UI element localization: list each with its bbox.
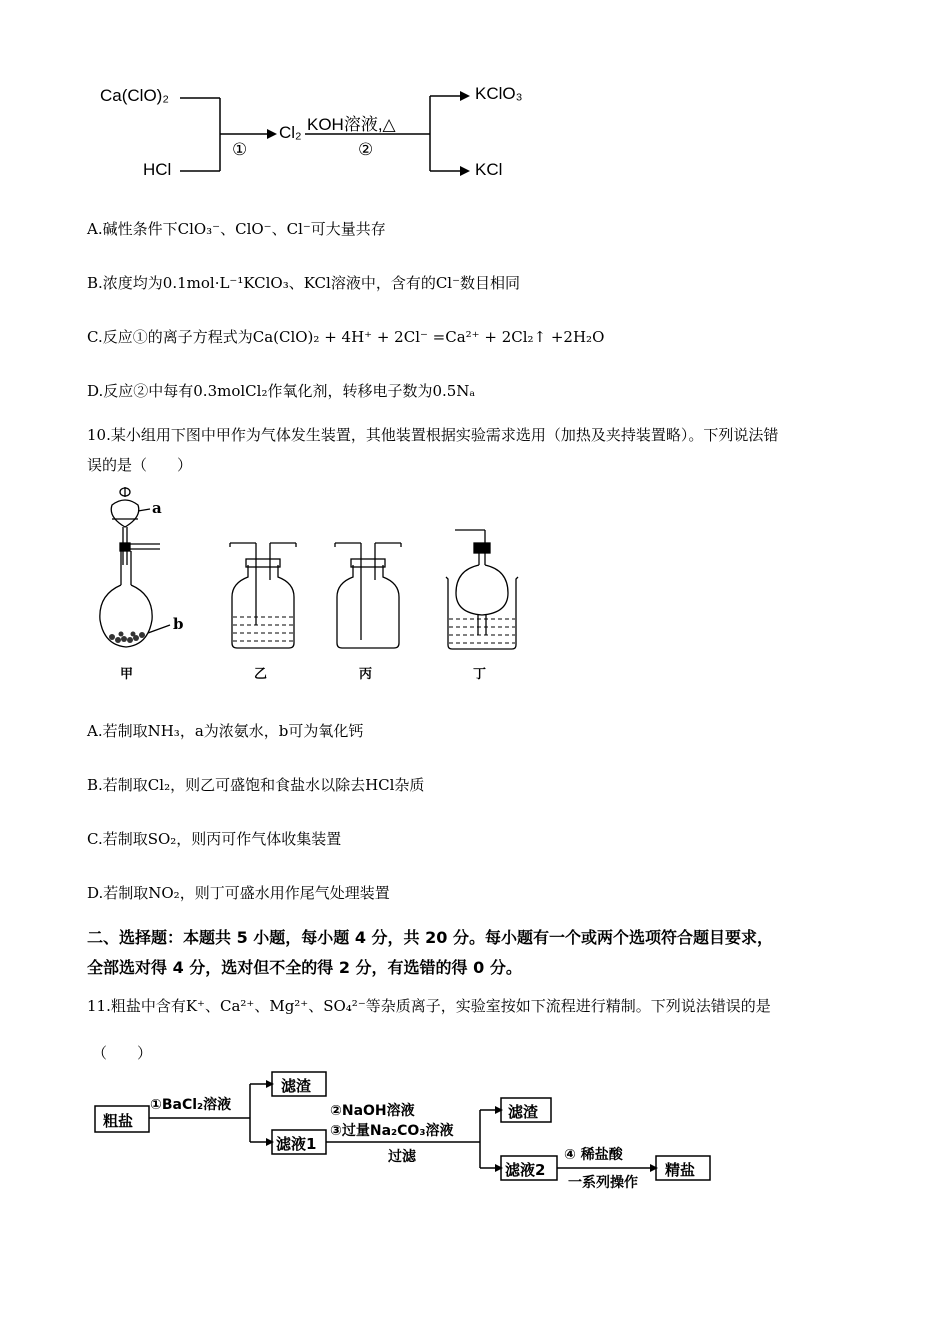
q9-option-d: D.反应②中每有0.3molCl₂作氧化剂，转移电子数为0.5Nₐ: [87, 382, 476, 400]
step4-hcl: ④ 稀盐酸: [564, 1147, 623, 1163]
q11-stem: 11.粗盐中含有K⁺、Ca²⁺、Mg²⁺、SO₄²⁻等杂质离子，实验室按如下流程进行精制。下列说法错误的是: [87, 997, 771, 1015]
q10-option-b: B.若制取Cl₂，则乙可盛饱和食盐水以除去HCl杂质: [87, 776, 425, 794]
section2-header: [87, 923, 887, 983]
q10-option-d: D.若制取NO₂，则丁可盛水用作尾气处理装置: [87, 884, 390, 902]
box-filtrate-2: 滤液2: [505, 1161, 546, 1179]
q10-option-c: C.若制取SO₂，则丙可作气体收集装置: [87, 830, 342, 848]
series-operations: 一系列操作: [568, 1175, 638, 1191]
box-residue-1: 滤渣: [281, 1077, 312, 1095]
purification-flowchart: [90, 1068, 715, 1193]
box-crude-salt: 粗盐: [103, 1112, 134, 1130]
label-a: a: [152, 499, 162, 517]
flask-solids: [109, 632, 145, 644]
ding-liquid: [449, 619, 515, 643]
section2-line1: 二、选择题：本题共 5 小题，每小题 4 分，共 20 分。每小题有一个或两个选项符合题目要求，: [87, 928, 773, 947]
label-b: b: [173, 615, 184, 633]
caption-yi: 乙: [254, 667, 268, 682]
step2-naoh: ②NaOH溶液: [330, 1103, 415, 1119]
step-2-marker: ②: [358, 140, 374, 159]
reactant-caclo2: Ca(ClO)₂: [100, 86, 169, 105]
apparatus-ding: [446, 530, 518, 649]
product-kclo3: KClO₃: [475, 84, 523, 103]
apparatus-yi: [230, 543, 296, 648]
q9-option-b: B.浓度均为0.1mol·L⁻¹KClO₃、KCl溶液中，含有的Cl⁻数目相同: [87, 274, 521, 292]
section2-line2: 全部选对得 4 分，选对但不全的得 2 分，有选错的得 0 分。: [87, 958, 522, 977]
step1-bacl2: ①BaCl₂溶液: [150, 1097, 232, 1113]
box-residue-2: 滤渣: [508, 1103, 539, 1121]
filter-label: 过滤: [388, 1149, 416, 1165]
q10-stem: [87, 420, 877, 480]
box-filtrate-1: 滤液1: [276, 1135, 317, 1153]
condition-koh: KOH溶液,△: [307, 115, 396, 134]
step3-na2co3: ③过量Na₂CO₃溶液: [330, 1123, 454, 1139]
caption-bing: 丙: [359, 667, 373, 682]
yi-liquid: [233, 617, 293, 641]
apparatus-figure: [90, 485, 530, 685]
box-refined-salt: 精盐: [665, 1161, 696, 1179]
q10-stem-line2: 误的是（ ）: [87, 456, 193, 474]
q9-option-a: A.碱性条件下ClO₃⁻、ClO⁻、Cl⁻可大量共存: [87, 220, 386, 238]
q9-option-c: C.反应①的离子方程式为Ca(ClO)₂ + 4H⁺ + 2Cl⁻ =Ca²⁺ + 2Cl₂↑ +2H₂O: [87, 328, 605, 346]
caption-jia: 甲: [120, 667, 134, 682]
reactant-hcl: HCl: [143, 160, 172, 179]
intermediate-cl2: Cl₂: [279, 123, 302, 142]
q11-paren: （ ）: [92, 1044, 153, 1062]
product-kcl: KCl: [475, 160, 503, 179]
reaction-scheme: [95, 78, 545, 188]
q10-option-a: A.若制取NH₃，a为浓氨水，b可为氧化钙: [87, 722, 364, 740]
caption-ding: 丁: [473, 667, 487, 682]
q10-stem-line1: 10.某小组用下图中甲作为气体发生装置，其他装置根据实验需求选用（加热及夹持装置略）。下列说法错: [87, 426, 779, 444]
apparatus-bing: [335, 543, 401, 648]
step-1-marker: ①: [232, 140, 248, 159]
